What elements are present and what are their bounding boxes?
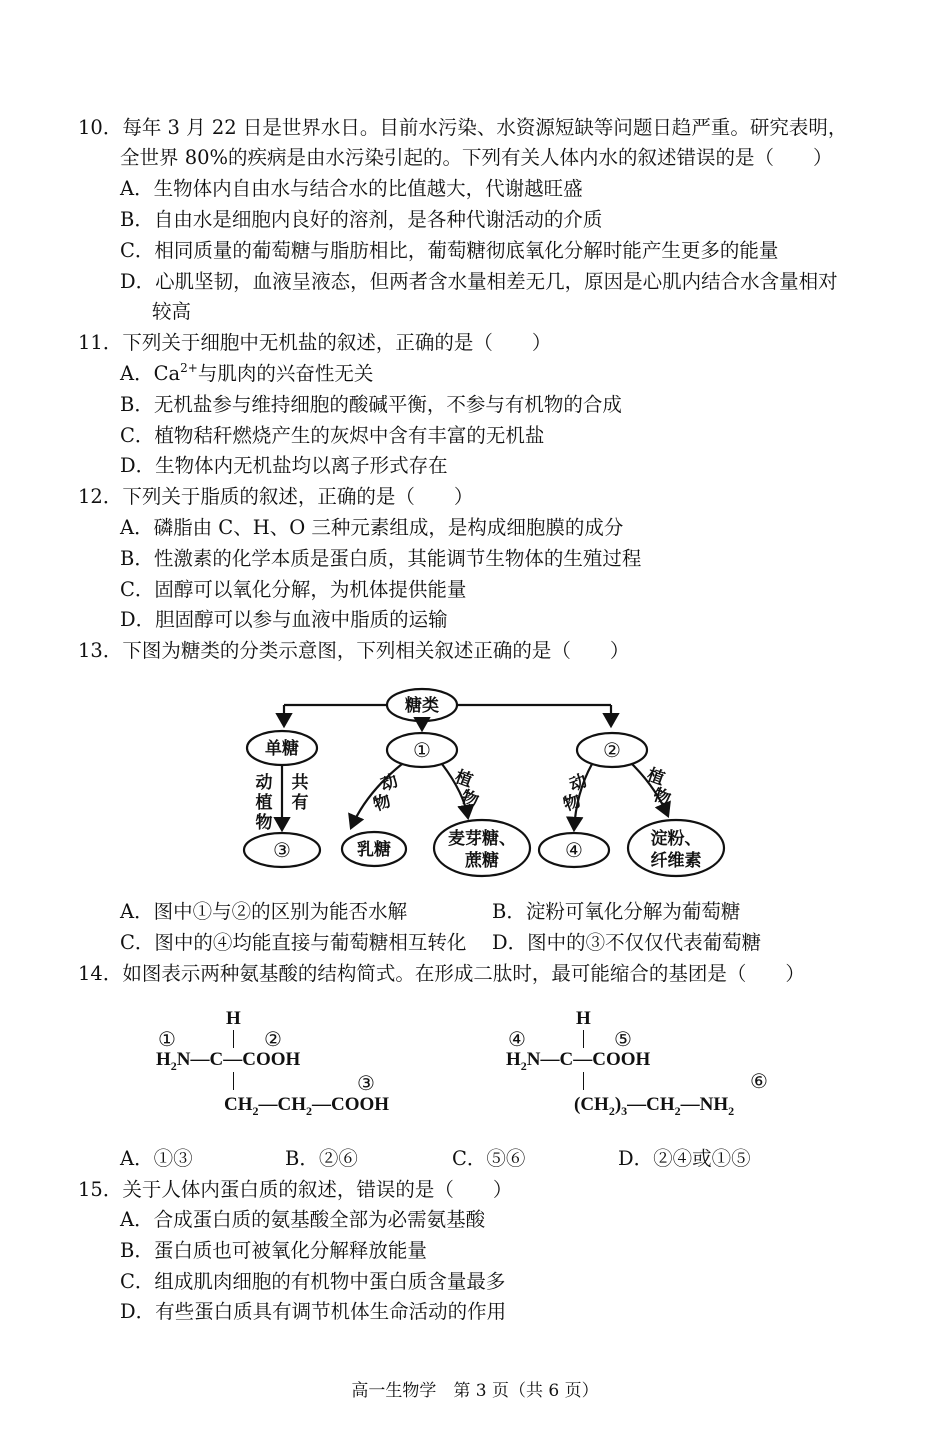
left-main-nh2-sub: 2: [170, 1058, 177, 1073]
mono-left-3: 物: [255, 813, 273, 833]
q12-option-d: D．胆固醇可以参与血液中脂质的运输: [120, 608, 448, 631]
n1-plant-2: 物: [458, 786, 482, 812]
q12-option-c: C．固醇可以氧化分解，为机体提供能量: [120, 578, 467, 601]
q11-option-a-prefix: A．Ca: [120, 362, 181, 385]
right-bond-bottom: [583, 1072, 584, 1090]
q10-option-c: C．相同质量的葡萄糖与脂肪相比，葡萄糖彻底氧化分解时能产生更多的能量: [120, 239, 779, 262]
q13-option-a: A．图中①与②的区别为能否水解: [120, 900, 408, 923]
right-marker-6: ⑥: [750, 1069, 768, 1093]
n2-plant-1: 植: [644, 764, 668, 790]
q11-option-c: C．植物秸秆燃烧产生的灰烬中含有丰富的无机盐: [120, 424, 545, 447]
left-marker-2: ②: [264, 1027, 282, 1051]
q10-option-b: B．自由水是细胞内良好的溶剂，是各种代谢活动的介质: [120, 208, 603, 231]
right-side-a: (CH: [574, 1094, 609, 1115]
starch-label: 淀粉、: [650, 829, 702, 849]
q11-option-a: [120, 360, 373, 388]
n2-animal-1: 动: [566, 770, 590, 796]
q15-option-a: A．合成蛋白质的氨基酸全部为必需氨基酸: [120, 1208, 486, 1231]
n2-animal-2: 物: [560, 790, 584, 816]
q14-option-b: B．②⑥: [285, 1147, 358, 1170]
right-side-b-sub: 3: [621, 1103, 628, 1118]
left-main-rest: N—C—COOH: [176, 1049, 301, 1070]
q13-option-c: C．图中的④均能直接与葡萄糖相互转化: [120, 931, 467, 954]
q13-stem: 13．下图为糖类的分类示意图，下列相关叙述正确的是（ ）: [78, 639, 630, 662]
q12-option-a: A．磷脂由 C、H、O 三种元素组成，是构成细胞膜的成分: [120, 516, 624, 539]
n1-animal-1: 动: [377, 770, 401, 796]
left-side-a: CH: [224, 1094, 253, 1115]
right-h: H: [576, 1008, 591, 1029]
q10-option-d: D．心肌坚韧，血液呈液态，但两者含水量相差无几，原因是心肌内结合水含量相对: [120, 270, 838, 293]
left-bond-top: [233, 1030, 234, 1048]
q15-option-c: C．组成肌肉细胞的有机物中蛋白质含量最多: [120, 1270, 506, 1293]
node-4-label: ④: [565, 838, 583, 862]
right-main-nh2-sub: 2: [520, 1058, 527, 1073]
mono-left-1: 动: [255, 773, 273, 793]
q13-option-d: D．图中的③不仅仅代表葡萄糖: [492, 931, 762, 954]
left-h: H: [226, 1008, 241, 1029]
right-bond-top: [583, 1030, 584, 1048]
page-footer: 高一生物学 第 3 页（共 6 页）: [351, 1381, 599, 1401]
q11-stem: 11．下列关于细胞中无机盐的叙述，正确的是（ ）: [78, 331, 552, 354]
left-side-b: —CH: [258, 1094, 306, 1115]
q11-option-d: D．生物体内无机盐均以离子形式存在: [120, 454, 448, 477]
n2-plant-2: 物: [650, 784, 674, 810]
right-marker-4: ④: [508, 1027, 526, 1051]
q14-option-d: D．②④或①⑤: [618, 1147, 751, 1170]
q11-option-b: B．无机盐参与维持细胞的酸碱平衡，不参与有机物的合成: [120, 393, 622, 416]
right-main-rest: N—C—COOH: [526, 1049, 651, 1070]
left-main-nh2: H: [156, 1049, 171, 1070]
right-side-b: ): [614, 1094, 622, 1115]
left-side-a-sub: 2: [252, 1103, 259, 1118]
mono-right-2: 有: [291, 793, 309, 813]
q14-option-a: A．①③: [120, 1147, 193, 1170]
node-1-label: ①: [413, 738, 431, 762]
lactose-label: 乳糖: [357, 840, 391, 860]
q12-option-b: B．性激素的化学本质是蛋白质，其能调节生物体的生殖过程: [120, 547, 642, 570]
q11-option-a-sup: 2+: [180, 361, 198, 375]
right-side-c: —CH: [627, 1094, 675, 1115]
left-marker-3: ③: [357, 1071, 375, 1095]
left-side-c: —COOH: [312, 1094, 390, 1115]
root-label: 糖类: [405, 696, 439, 716]
sugar-classification-diagram: [236, 678, 736, 888]
sucrose-label: 蔗糖: [465, 851, 499, 871]
right-side-chain: [574, 1094, 734, 1122]
q13-option-b: B．淀粉可氧化分解为葡萄糖: [492, 900, 741, 923]
mono-left-2: 植: [255, 793, 273, 813]
cellulose-label: 纤维素: [650, 851, 702, 871]
q15-option-d: D．有些蛋白质具有调节机体生命活动的作用: [120, 1300, 507, 1323]
right-side-d: —NH: [680, 1094, 729, 1115]
q15-stem: 15．关于人体内蛋白质的叙述，错误的是（ ）: [78, 1178, 513, 1201]
left-bond-bottom: [233, 1072, 234, 1090]
q10-stem-line2: 全世界 80%的疾病是由水污染引起的。下列有关人体内水的叙述错误的是（ ）: [120, 146, 833, 169]
right-marker-5: ⑤: [614, 1027, 632, 1051]
mono-label: 单糖: [265, 739, 299, 759]
node-2-label: ②: [603, 738, 621, 762]
left-marker-1: ①: [158, 1027, 176, 1051]
q10-option-d-cont: 较高: [152, 300, 192, 323]
node-3-label: ③: [273, 838, 291, 862]
left-side-chain: [224, 1094, 389, 1122]
maltose-label: 麦芽糖、: [448, 829, 516, 849]
q14-stem: 14．如图表示两种氨基酸的结构简式。在形成二肽时，最可能缩合的基团是（ ）: [78, 962, 805, 985]
q15-option-b: B．蛋白质也可被氧化分解释放能量: [120, 1239, 427, 1262]
left-side-b-sub: 2: [306, 1103, 312, 1118]
q12-stem: 12．下列关于脂质的叙述，正确的是（ ）: [78, 485, 474, 508]
q10-option-a: A．生物体内自由水与结合水的比值越大，代谢越旺盛: [120, 177, 583, 200]
left-main-chain: [156, 1049, 300, 1077]
mono-right-1: 共: [291, 773, 309, 793]
q11-option-a-suffix: 与肌肉的兴奋性无关: [197, 362, 374, 385]
right-main-nh2: H: [506, 1049, 521, 1070]
n1-plant-1: 植: [452, 766, 476, 792]
n1-animal-2: 物: [370, 790, 394, 816]
q10-stem-line1: 10．每年 3 月 22 日是世界水日。目前水污染、水资源短缺等问题日趋严重。研究表明，: [78, 116, 848, 139]
right-side-a-sub: 2: [608, 1103, 615, 1118]
q14-option-c: C．⑤⑥: [452, 1147, 526, 1170]
right-main-chain: [506, 1049, 650, 1077]
right-side-c-sub: 2: [674, 1103, 681, 1118]
right-side-d-sub: 2: [728, 1103, 735, 1118]
